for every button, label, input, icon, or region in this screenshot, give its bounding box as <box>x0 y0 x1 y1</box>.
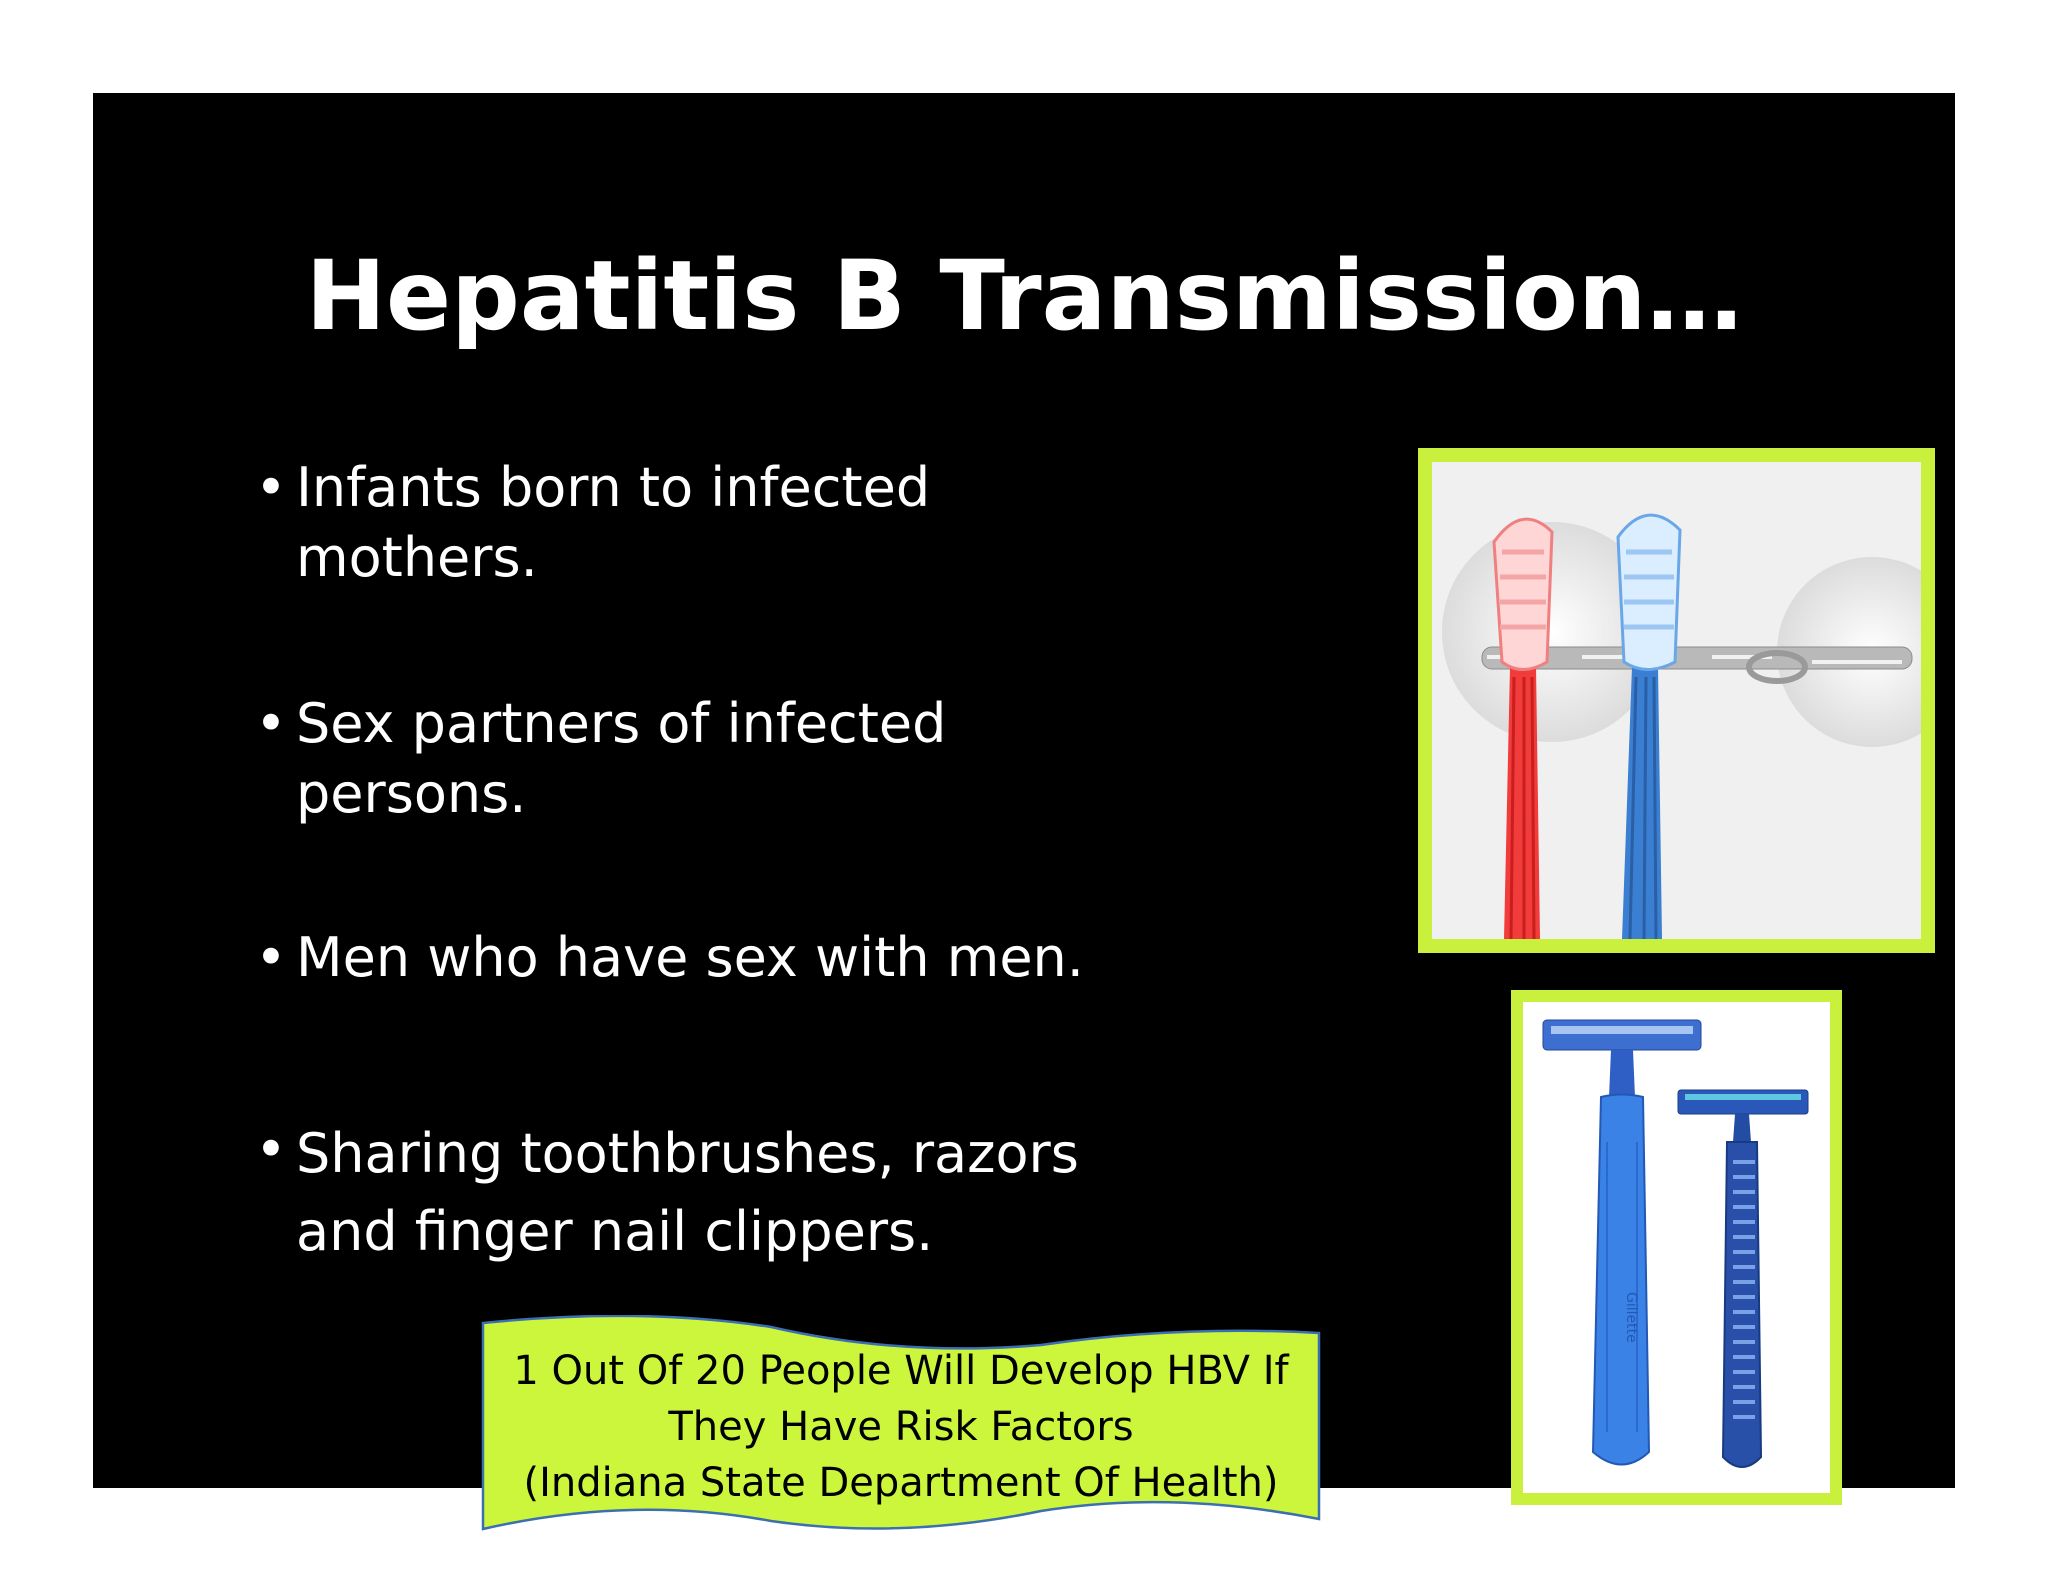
bullet-text-line: mothers. <box>296 526 538 589</box>
blue-toothbrush-bristles <box>1618 515 1680 669</box>
bullet-dot: • <box>255 692 287 755</box>
slide <box>93 93 1955 1506</box>
bullet-text-line: and finger nail clippers. <box>296 1200 934 1263</box>
toothbrush-illustration <box>1432 462 1921 939</box>
large-razor-head <box>1543 1020 1701 1050</box>
bullet-item <box>255 689 1156 829</box>
callout-line: (Indiana State Department Of Health) <box>523 1460 1279 1506</box>
bullet-dot: • <box>255 456 287 519</box>
razor-image-frame <box>1511 990 1842 1505</box>
bullet-text-line: Infants born to infected <box>296 456 931 519</box>
bullet-text-line: Sex partners of infected <box>296 692 947 755</box>
bullet-item <box>255 453 1156 593</box>
small-razor-head <box>1678 1090 1808 1114</box>
toothbrush-image-frame <box>1418 448 1935 953</box>
toothbrush-photo <box>1432 462 1921 939</box>
razor-illustration <box>1523 1002 1830 1493</box>
bullet-dot: • <box>255 1118 287 1181</box>
red-toothbrush-bristles <box>1494 519 1552 669</box>
razor-photo <box>1523 1002 1830 1493</box>
callout-line: 1 Out Of 20 People Will Develop HBV If <box>513 1348 1289 1394</box>
slide-title: Hepatitis B Transmission… <box>305 240 1743 352</box>
bullet-dot: • <box>255 926 287 989</box>
large-razor-handle <box>1593 1095 1649 1465</box>
bullet-text-line: Sharing toothbrushes, razors <box>296 1122 1079 1185</box>
razor-brand-label: Gillette <box>1623 1292 1639 1343</box>
statistic-callout <box>481 1315 1321 1535</box>
bullet-item <box>255 923 1156 993</box>
bullet-item <box>255 1115 1156 1271</box>
callout-line: They Have Risk Factors <box>668 1404 1134 1450</box>
bullet-text-line: persons. <box>296 762 527 825</box>
bullet-text-line: Men who have sex with men. <box>296 926 1084 989</box>
callout-text <box>481 1343 1321 1511</box>
